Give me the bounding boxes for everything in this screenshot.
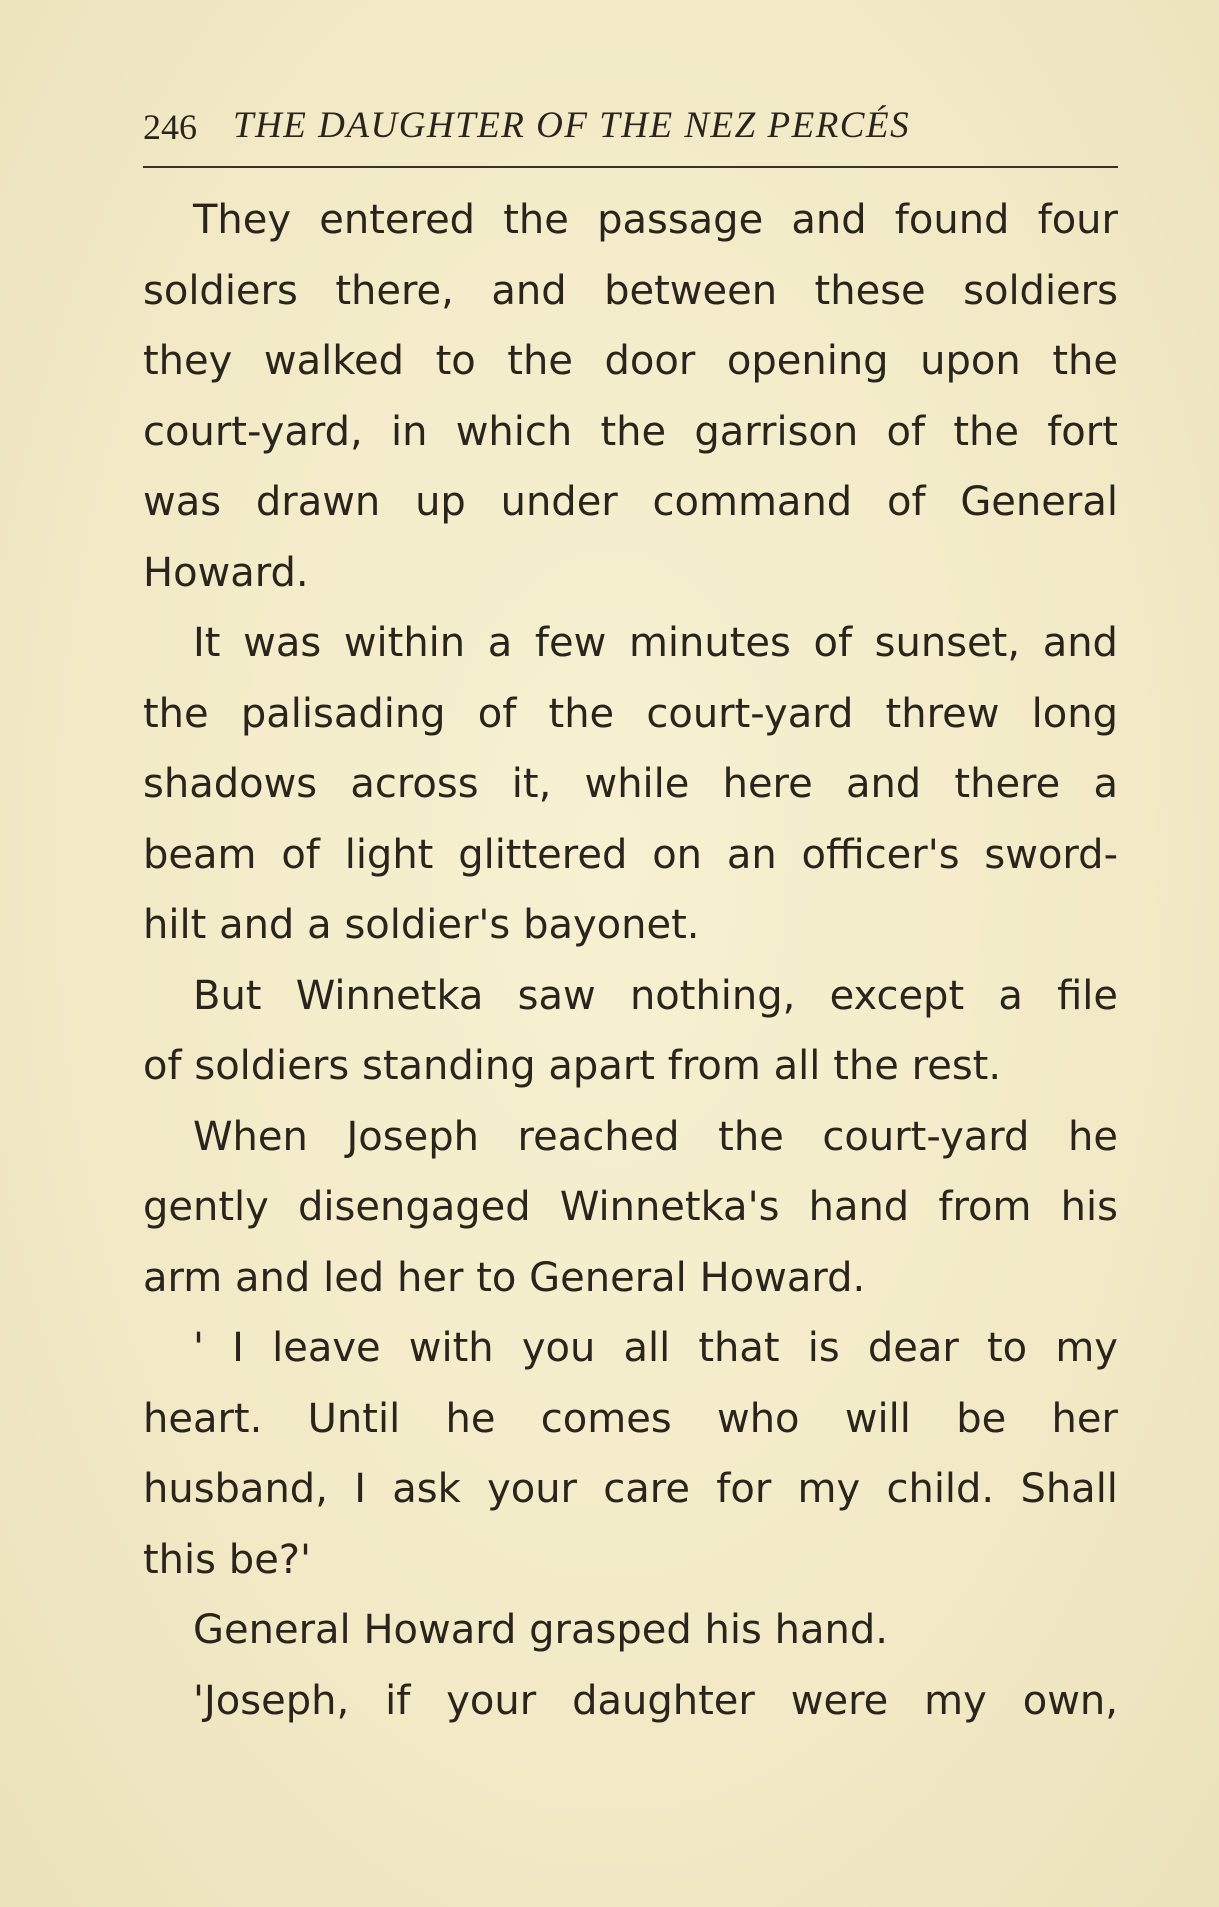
word: walked: [263, 338, 404, 384]
word: light: [344, 831, 434, 878]
word: ask: [392, 1466, 461, 1512]
word: hilt: [143, 902, 207, 948]
word: minutes: [628, 620, 791, 666]
text-line: [143, 820, 1118, 891]
word: your: [446, 1677, 537, 1724]
word: long: [1031, 690, 1118, 737]
word: across: [350, 761, 479, 807]
word: my: [1055, 1325, 1118, 1371]
word: to: [476, 1254, 517, 1301]
word: of: [477, 690, 517, 737]
word: an: [726, 831, 777, 878]
word: you: [521, 1325, 596, 1371]
word: bayonet.: [523, 902, 700, 948]
word: between: [604, 267, 778, 314]
word: When: [193, 1113, 308, 1160]
word: But: [193, 972, 262, 1019]
word: opening: [726, 338, 889, 384]
word: here: [722, 761, 813, 807]
text-line: [143, 326, 1118, 397]
word: Until: [307, 1395, 401, 1442]
word: that: [698, 1325, 780, 1371]
word: were: [790, 1677, 889, 1724]
word: my: [797, 1466, 861, 1512]
text-line: [143, 1384, 1118, 1455]
word: passage: [597, 197, 764, 243]
text-line: [143, 185, 1118, 256]
word: be: [956, 1395, 1007, 1442]
page-number: 246: [143, 107, 197, 147]
word: soldiers: [143, 267, 298, 314]
word: all: [623, 1325, 671, 1371]
word: They: [193, 197, 292, 243]
word: General: [960, 479, 1118, 525]
word: if: [385, 1677, 411, 1724]
word: file: [1057, 972, 1118, 1019]
word: he: [445, 1395, 496, 1442]
word: and: [235, 1254, 311, 1301]
word: a: [307, 902, 332, 948]
word: soldier's: [344, 902, 511, 948]
word: the: [143, 690, 209, 737]
word: the: [833, 1043, 899, 1089]
word: and: [791, 197, 867, 243]
word: this: [143, 1536, 216, 1583]
word: his: [1060, 1184, 1118, 1230]
word: comes: [540, 1395, 672, 1442]
word: few: [534, 620, 607, 666]
word: from: [667, 1043, 761, 1089]
text-line: [143, 890, 1118, 961]
word: command: [652, 479, 853, 525]
word: arm: [143, 1254, 223, 1301]
word: under: [500, 479, 618, 525]
word: sunset,: [874, 620, 1021, 666]
text-line: [143, 1454, 1118, 1525]
word: Howard.: [143, 549, 309, 596]
word: own,: [1022, 1677, 1118, 1724]
text-line: [143, 467, 1118, 538]
word: within: [343, 620, 466, 666]
word: which: [455, 408, 573, 455]
word: leave: [272, 1325, 381, 1371]
word: disengaged: [298, 1184, 531, 1230]
word: who: [716, 1395, 800, 1442]
word: the: [548, 690, 615, 737]
word: four: [1037, 197, 1118, 243]
word: Howard: [363, 1607, 517, 1653]
text-line: [143, 538, 1118, 609]
word: there: [954, 761, 1061, 807]
word: from: [938, 1184, 1032, 1230]
word: led: [323, 1254, 385, 1301]
text-line: [143, 1595, 1118, 1666]
word: was: [143, 479, 222, 525]
running-head: [143, 100, 1118, 160]
word: nothing,: [629, 972, 796, 1019]
word: court-yard: [646, 690, 854, 737]
word: officer's: [801, 831, 960, 878]
word: palisading: [240, 690, 446, 737]
running-title: THE DAUGHTER OF THE NEZ PERCÉS: [233, 105, 911, 146]
word: a: [1093, 761, 1118, 807]
word: standing: [361, 1043, 536, 1089]
word: all: [773, 1043, 821, 1089]
word: court-yard: [822, 1113, 1030, 1160]
word: with: [408, 1325, 494, 1371]
word: soldiers: [194, 1043, 350, 1089]
word: a: [998, 972, 1023, 1019]
word: heart.: [143, 1395, 263, 1442]
word: upon: [920, 338, 1021, 384]
word: hand.: [774, 1607, 888, 1653]
word: and: [845, 761, 922, 807]
word: the: [718, 1113, 784, 1160]
word: and: [219, 902, 295, 948]
word: Shall: [1020, 1466, 1118, 1512]
body-text: [143, 185, 1118, 1736]
word: of: [886, 408, 926, 455]
word: my: [924, 1677, 987, 1724]
word: it,: [511, 761, 552, 807]
word: Joseph: [346, 1113, 479, 1160]
word: daughter: [572, 1677, 755, 1724]
word: there,: [335, 267, 454, 314]
word: to: [435, 338, 476, 384]
word: a: [487, 620, 513, 666]
word: the: [507, 338, 573, 384]
word: of: [143, 1043, 182, 1089]
word: dear: [867, 1325, 959, 1371]
word: Winnetka: [295, 972, 484, 1019]
word: sword-: [984, 831, 1118, 878]
word: threw: [885, 690, 1000, 737]
word: shadows: [143, 761, 318, 807]
text-line: [143, 1525, 1118, 1596]
word: apart: [548, 1043, 655, 1089]
word: on: [652, 831, 703, 878]
word: found: [894, 197, 1010, 243]
word: be?': [228, 1536, 312, 1583]
word: beam: [143, 831, 257, 878]
text-line: [143, 1243, 1118, 1314]
text-line: [143, 1313, 1118, 1384]
word: reached: [517, 1113, 680, 1160]
text-line: [143, 961, 1118, 1032]
word: I: [354, 1466, 366, 1512]
text-line: [143, 749, 1118, 820]
text-line: [143, 1031, 1118, 1102]
text-line: [143, 397, 1118, 468]
word: door: [604, 338, 696, 384]
word: is: [807, 1325, 840, 1371]
word: fort: [1047, 408, 1118, 455]
word: soldiers: [963, 267, 1118, 314]
word: will: [844, 1395, 911, 1442]
word: saw: [517, 972, 596, 1019]
word: Winnetka's: [559, 1184, 780, 1230]
word: ': [193, 1325, 204, 1371]
word: your: [487, 1466, 578, 1512]
word: he: [1068, 1113, 1118, 1160]
word: drawn: [255, 479, 381, 525]
word: the: [503, 197, 569, 243]
word: It: [193, 620, 221, 666]
header-rule: [143, 166, 1118, 168]
text-line: [143, 679, 1118, 750]
word: in: [390, 408, 428, 455]
text-line: [143, 1666, 1118, 1737]
word: her: [1051, 1395, 1118, 1442]
word: General: [193, 1607, 351, 1653]
text-line: [143, 608, 1118, 679]
word: rest.: [911, 1043, 1002, 1089]
text-line: [143, 1102, 1118, 1173]
word: his: [704, 1607, 762, 1653]
word: while: [584, 761, 690, 807]
word: grasped: [529, 1607, 692, 1653]
word: the: [600, 408, 667, 455]
word: was: [243, 620, 322, 666]
word: court-yard,: [143, 408, 363, 455]
word: and: [1042, 620, 1118, 666]
word: garrison: [694, 408, 859, 455]
word: I: [232, 1325, 244, 1371]
word: except: [829, 972, 965, 1019]
word: and: [491, 267, 567, 314]
word: of: [281, 831, 320, 878]
text-line: [143, 1172, 1118, 1243]
word: for: [716, 1466, 772, 1512]
word: child.: [886, 1466, 995, 1512]
word: the: [953, 408, 1019, 455]
word: hand: [808, 1184, 910, 1230]
word: up: [415, 479, 466, 525]
word: gently: [143, 1184, 269, 1230]
word: General: [529, 1254, 687, 1301]
text-line: [143, 256, 1118, 327]
word: her: [397, 1254, 464, 1301]
word: care: [603, 1466, 690, 1512]
word: of: [813, 620, 853, 666]
word: to: [987, 1325, 1028, 1371]
word: 'Joseph,: [193, 1677, 350, 1724]
word: they: [143, 338, 233, 384]
word: Howard.: [699, 1254, 866, 1301]
word: husband,: [143, 1466, 328, 1512]
word: the: [1052, 338, 1118, 384]
word: these: [814, 267, 926, 314]
word: glittered: [458, 831, 628, 878]
word: of: [886, 479, 926, 525]
word: entered: [319, 197, 476, 243]
